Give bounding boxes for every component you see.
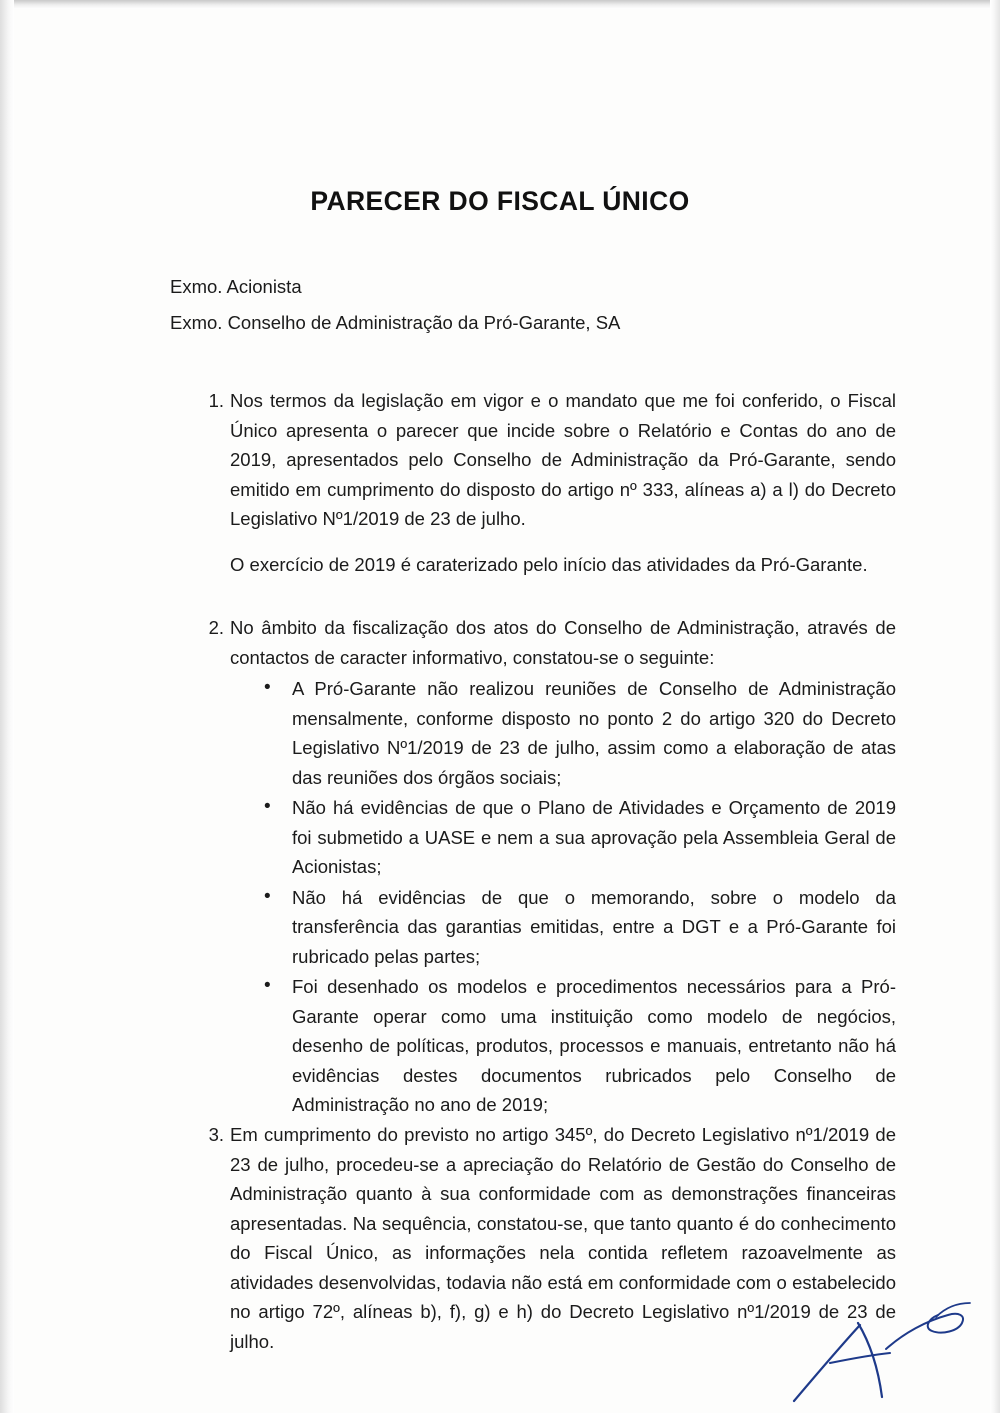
addressee-line-2: Exmo. Conselho de Administração da Pró-Garante, SA [170, 312, 621, 333]
list-item: • Foi desenhado os modelos e procedimentos necessários para a Pró-Garante operar como uma instituição como modelo de negócios, desenho de políticas, produtos, processos e manuais, entretanto não há evidências destes documentos rubricados pelo Conselho de Administração no ano de 2019; [256, 972, 896, 1120]
clause-3-text: Em cumprimento do previsto no artigo 345º, do Decreto Legislativo nº1/2019 de 23 de julho, procedeu-se a apreciação do Relatório de Gestão do Conselho de Administração quanto à sua conformidade com as demonstrações financeiras apresentadas. Na sequência, constatou-se, que tanto quanto é do conhecimento do Fiscal Único, as informações nela contida refletem razoavelmente as atividades desenvolvidas, todavia não está em conformidade com o estabelecido no artigo 72º, alíneas b), f), g) e h) do Decreto Legislativo nº1/2019 de 23 de julho. [230, 1124, 896, 1352]
clause-2-number: 2. [208, 617, 224, 638]
clause-3-number: 3. [208, 1124, 224, 1145]
addressee-line-1: Exmo. Acionista [170, 276, 302, 297]
list-item: • Não há evidências de que o Plano de Atividades e Orçamento de 2019 foi submetido a UASE e nem a sua aprovação pela Assembleia Geral de Acionistas; [256, 793, 896, 882]
clause-2-bullet-list [256, 674, 896, 1120]
clause-1-extra-paragraph: O exercício de 2019 é caraterizado pelo início das atividades da Pró-Garante. [230, 553, 868, 575]
clause-3 [196, 1120, 896, 1356]
list-item: • Não há evidências de que o memorando, sobre o modelo da transferência das garantias emitidas, entre a DGT e a Pró-Garante foi rubricado pelas partes; [256, 883, 896, 972]
clause-1-number: 1. [208, 390, 224, 411]
page-title: PARECER DO FISCAL ÚNICO [310, 186, 690, 216]
clause-1 [196, 386, 896, 579]
list-item: • A Pró-Garante não realizou reuniões de Conselho de Administração mensalmente, conforme disposto no ponto 2 do artigo 320 do Decreto Legislativo Nº1/2019 de 23 de julho, assim como a elaboração de atas das reuniões dos órgãos sociais; [256, 674, 896, 792]
clause-2-text: No âmbito da fiscalização dos atos do Conselho de Administração, através de contactos de caracter informativo, constatou-se o seguinte: [230, 617, 896, 668]
clause-2 [196, 613, 896, 1120]
clause-1-text: Nos termos da legislação em vigor e o mandato que me foi conferido, o Fiscal Único apresenta o parecer que incide sobre o Relatório e Contas do ano de 2019, apresentados pelo Conselho de Administração da Pró-Garante, sendo emitido em cumprimento do disposto do artigo nº 333, alíneas a) a l) do Decreto Legislativo Nº1/2019 de 23 de julho. [230, 390, 896, 529]
